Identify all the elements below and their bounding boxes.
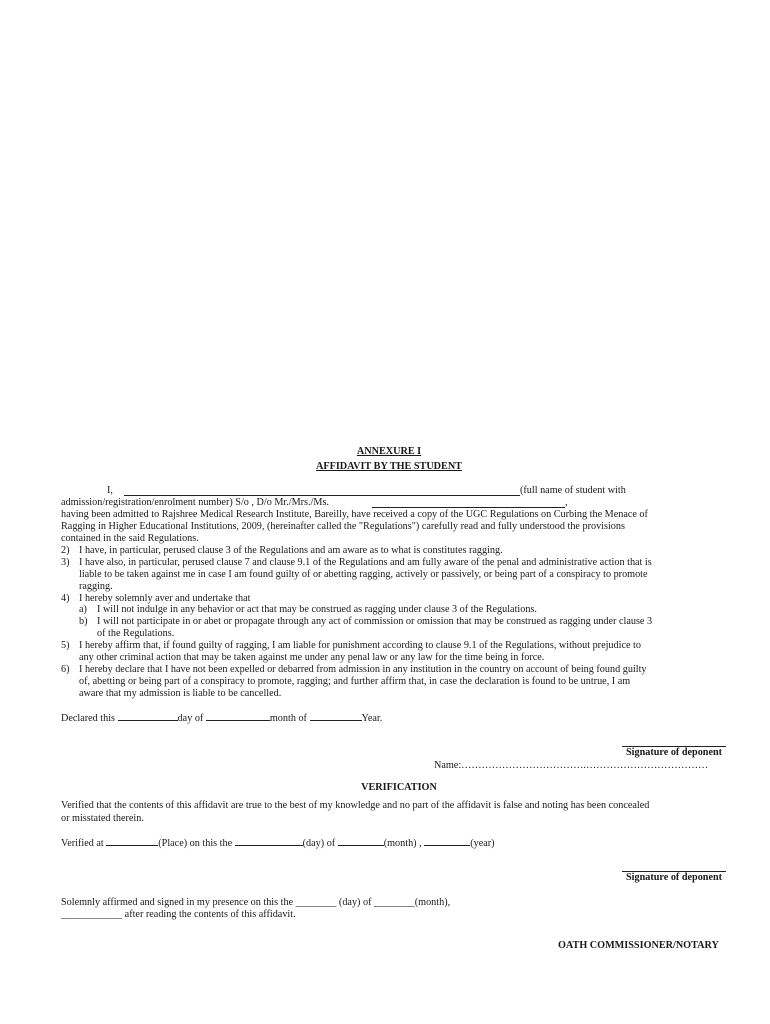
intro-line-2-end: ,	[565, 497, 568, 508]
subitem-letter: b)	[79, 616, 88, 627]
item-number: 6)	[61, 664, 70, 675]
year-label: (year)	[470, 838, 495, 849]
verification-heading: VERIFICATION	[361, 782, 437, 793]
solemn-line-2: ____________ after reading the contents of this affidavit.	[61, 909, 296, 920]
item-number: 5)	[61, 640, 70, 651]
oath-commissioner: OATH COMMISSIONER/NOTARY	[558, 940, 719, 951]
declared-year-blank	[310, 711, 362, 721]
signature-of-deponent: Signature of deponent	[626, 747, 723, 758]
item-text: I have also, in particular, perused clause 7 and clause 9.1 of the Regulations and am fully aware of the penal and administrative action that is	[79, 557, 652, 568]
parent-name-blank	[372, 507, 565, 508]
declared-month-blank	[206, 711, 270, 721]
solemn-line-1: Solemnly affirmed and signed in my presence on this the ________ (day) of ________(month),	[61, 897, 451, 908]
verified-at-line	[61, 836, 495, 850]
student-name-blank	[124, 495, 520, 496]
intro-line-5: contained in the said Regulations.	[61, 533, 199, 544]
declared-line	[61, 711, 382, 725]
day-blank	[235, 836, 303, 846]
name-dots: ……………………………….………………………………	[461, 760, 709, 771]
declared-day-blank	[118, 711, 178, 721]
item-number: 3)	[61, 557, 70, 568]
item-text: liable to be taken against me in case I am found guilty of or abetting ragging, actively or passively, or being part of a conspiracy to promote	[79, 569, 648, 580]
year-blank	[424, 836, 470, 846]
signature-of-deponent: Signature of deponent	[626, 872, 723, 883]
item-number: 4)	[61, 593, 70, 604]
intro-full-name-label: (full name of student with	[520, 485, 626, 496]
verification-text-1: Verified that the contents of this affidavit are true to the best of my knowledge and no part of the affidavit is false and noting has been concealed	[61, 800, 650, 811]
verification-text-2: or misstated therein.	[61, 813, 144, 824]
intro-line-3: having been admitted to Rajshree Medical Research Institute, Bareilly, have received a copy of the UGC Regulations on Curbing the Menace of	[61, 509, 648, 520]
item-text: of, abetting or being part of a conspiracy to promote, ragging; and further affirm that, in case the declaration is found to be untrue, I am	[79, 676, 631, 687]
annexure-heading: ANNEXURE I	[356, 446, 422, 457]
intro-line-4: Ragging in Higher Educational Institutions, 2009, (hereinafter called the "Regulations") carefully read and fully understood the provisions	[61, 521, 625, 532]
item-text: aware that my admission is liable to be cancelled.	[79, 688, 282, 699]
subitem-text: of the Regulations.	[97, 628, 175, 639]
item-text: I hereby affirm that, if found guilty of ragging, I am liable for punishment according to clause 9.1 of the Regulations, without prejudice to	[79, 640, 641, 651]
item-text: I hereby declare that I have not been expelled or debarred from admission in any institution in the country on account of being found guilty	[79, 664, 647, 675]
item-text: ragging.	[79, 581, 113, 592]
month-label: (month) ,	[383, 838, 422, 849]
item-text: I have, in particular, perused clause 3 of the Regulations and am aware as to what is constitutes ragging.	[79, 545, 503, 556]
declared-day-label: day of	[177, 713, 204, 724]
declared-year-label: Year.	[361, 713, 383, 724]
name-label: Name:	[434, 760, 462, 771]
month-blank	[338, 836, 384, 846]
affidavit-title: AFFIDAVIT BY THE STUDENT	[316, 461, 462, 472]
intro-line-2: admission/registration/enrolment number) S/o , D/o Mr./Mrs./Ms.	[61, 497, 329, 508]
intro-i-label: I,	[107, 485, 113, 496]
subitem-text: I will not indulge in any behavior or act that may be construed as ragging under clause 3 of the Regulations.	[97, 604, 537, 615]
name-field	[434, 760, 708, 772]
place-blank	[106, 836, 158, 846]
place-label: (Place) on this the	[158, 838, 233, 849]
item-number: 2)	[61, 545, 70, 556]
declared-prefix: Declared this	[61, 713, 116, 724]
subitem-letter: a)	[79, 604, 87, 615]
item-text: I hereby solemnly aver and undertake that	[79, 593, 251, 604]
day-label: (day) of	[302, 838, 336, 849]
subitem-text: I will not participate in or abet or propagate through any act of commission or omission that may be construed as ragging under clause 3	[97, 616, 653, 627]
declared-month-label: month of	[269, 713, 307, 724]
verified-at-label: Verified at	[61, 838, 104, 849]
item-text: any other criminal action that may be taken against me under any penal law or any law for the time being in force.	[79, 652, 545, 663]
